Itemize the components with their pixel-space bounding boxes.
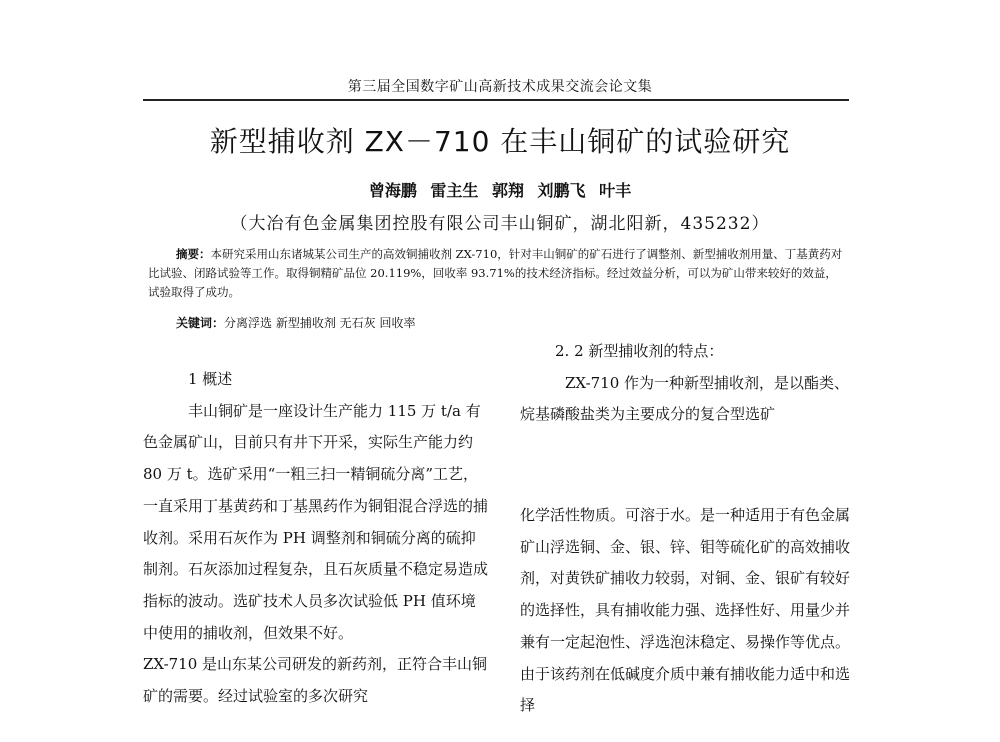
keywords-text: 分离浮选 新型捕收剂 无石灰 回收率	[224, 316, 416, 330]
left-column	[143, 364, 488, 713]
paper-title: 新型捕收剂 ZX－710 在丰山铜矿的试验研究	[209, 125, 791, 158]
running-header: 第三届全国数字矿山高新技术成果交流会论文集	[347, 79, 653, 95]
abstract-label: 摘要：	[176, 247, 211, 261]
abstract	[148, 245, 848, 302]
header-rule	[143, 99, 849, 101]
affiliation: （大冶有色金属集团控股有限公司丰山铜矿，湖北阳新，435232）	[230, 214, 770, 234]
keywords	[176, 314, 415, 331]
author-list: 曾海鹏 雷主生 郭翔 刘鹏飞 叶丰	[368, 181, 632, 200]
right-column-top	[520, 336, 855, 431]
overview-paragraph-2: ZX-710 是山东某公司研发的新药剂，正符合丰山铜矿的需要。经过试验室的多次研究	[143, 655, 488, 706]
features-paragraph-2: 化学活性物质。可溶于水。是一种适用于有色金属矿山浮选铜、金、银、锌、钼等硫化矿的高效捕收剂，对黄铁矿捕收力较弱，对铜、金、银矿有较好的选择性，具有捕收能力强、选择性好、用量少并兼有一定起泡性、浮选泡沫稳定、易操作等优点。由于该药剂在低碱度介质中兼有捕收能力适中和选择	[520, 506, 851, 715]
section-heading-overview: 1 概述	[188, 370, 233, 388]
right-column-bottom	[520, 500, 855, 722]
keywords-label: 关键词：	[176, 316, 225, 330]
subsection-heading-features: 2. 2 新型捕收剂的特点：	[555, 342, 724, 360]
abstract-text: 本研究采用山东诸城某公司生产的高效铜捕收剂 ZX-710，针对丰山铜矿的矿石进行了调整剂、新型捕收剂用量、丁基黄药对比试验、闭路试验等工作。取得铜精矿品位 20.119%，回收率 93.71%的技术经济指标。经过效益分析，可以为矿山带来较好的效益，试验取得了成功。	[148, 247, 843, 299]
features-paragraph-1: ZX-710 作为一种新型捕收剂，是以酯类、烷基磷酸盐类为主要成分的复合型选矿	[520, 373, 850, 424]
overview-paragraph-1: 丰山铜矿是一座设计生产能力 115 万 t/a 有色金属矿山，目前只有井下开采，实际生产能力约 80 万 t。选矿采用“一粗三扫一精铜硫分离”工艺，一直采用丁基黄药和丁基黑药作为铜钼混合浮选的捕收剂。采用石灰作为 PH 调整剂和铜硫分离的硫抑制剂。石灰添加过程复杂，且石灰质量不稳定易造成指标的波动。选矿技术人员多次试验低 PH 值环境中使用的捕收剂，但效果不好。	[143, 401, 489, 642]
